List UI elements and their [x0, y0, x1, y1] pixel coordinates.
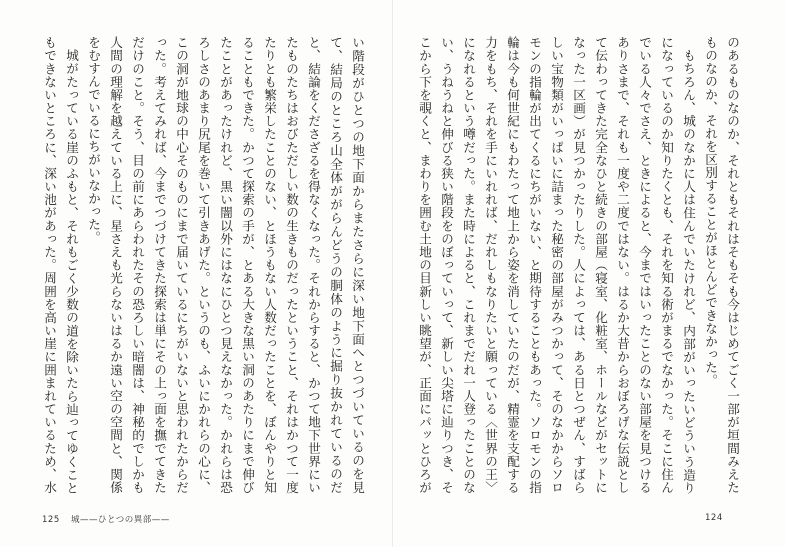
left-paragraph-1: い階段がひとつの地下面からまたさらに深い地下面へとつづいているのを見て、結局のところ山全体ががらんどうの胴体のように掘り抜かれているのだと、結論をくださざるを得なくなった。それからすると、かつて地下世界にいたものたちはおびただしい数の生きものだったということ、それはかつて一度たりとも繁栄したことのない、とほうもない人数だったことを、ぼんやりと知ることもできた。かつて探索の手が、とある大きな黒い洞のあたりにまで伸びたことがあったけれど、黒い闇以外にはなにひとつ見えなかった。かれらは恐ろしさのあまり尻尾を巻いて引きあげた。というのも、ふいにかれらの心に、この洞が地球の中心そのものにまで届いているにちがいないと思われたからだった。考えてみれば、今までつづけてきた探索は単にその上っ面を撫でてきただけのこと。そう、目の前にあらわれたその恐ろしい暗闇は、神秘的でしかも人間の理解を越えている上に、星さえも光らないはるか遠い空の空間と、関係をむすんでいるにちがいなかった。: [86, 36, 365, 494]
right-page: [393, 0, 785, 547]
left-page: [0, 0, 392, 547]
right-page-number: 124: [705, 513, 723, 523]
right-page-body-text: [413, 36, 743, 494]
left-page-number: 125: [42, 515, 60, 525]
right-paragraph-2: もちろん、城のなかに人は住んでいたけれど、内部がいったいどういう造りになっているのか知りたくとも、それを知る術がまるでなかった。そこに住んでいる人々でさえ、ときによると、今まではいったことのない部屋を見つけるありさまで、それも一度や二度ではない。はるか大昔からおぼろげな伝説として伝わってきた完全なひと続きの部屋（寝室、化粧室、ホールなどがセットになった一区画）が見つかったりした。人によっては、ある日とつぜん、すばらしい宝物類がいっぱいに詰まった秘密の部屋がみつかって、そのなかからソロモンの指輪が出てくるにちがいない、と期待することもあった。ソロモンの指輪は今も何世紀にもわたって地上から姿を消していたのだが、精霊を支配する力をもち、それを手にいれれば、だれしもなりたいと願っている〈世界の王〉になれるという噂だった。また時によると、これまでだれ一人登ったことのない、うねうねと伸びる狭い階段をのぼっていって、新しい尖塔に辿りつき、そこから下を覗くと、まわりを囲む土地の目新しい眺望が、正面にパッとひろが: [417, 36, 696, 494]
left-paragraph-2: 城がたっている崖のふもと、それもごく少数の道を除いたら辿ってゆくこともできないところに、深い池があった。周囲を高い崖に囲まれているため、水: [42, 36, 79, 494]
left-page-body-text: [42, 36, 368, 494]
left-page-footer: [42, 513, 170, 525]
running-head: 城——ひとつの異部——: [70, 515, 170, 525]
right-paragraph-1: のあるものなのか、それともそれはそもそも今はじめてごく一部が垣間みえたものなのか、それを区別することがほとんどできなかった。: [703, 36, 740, 494]
